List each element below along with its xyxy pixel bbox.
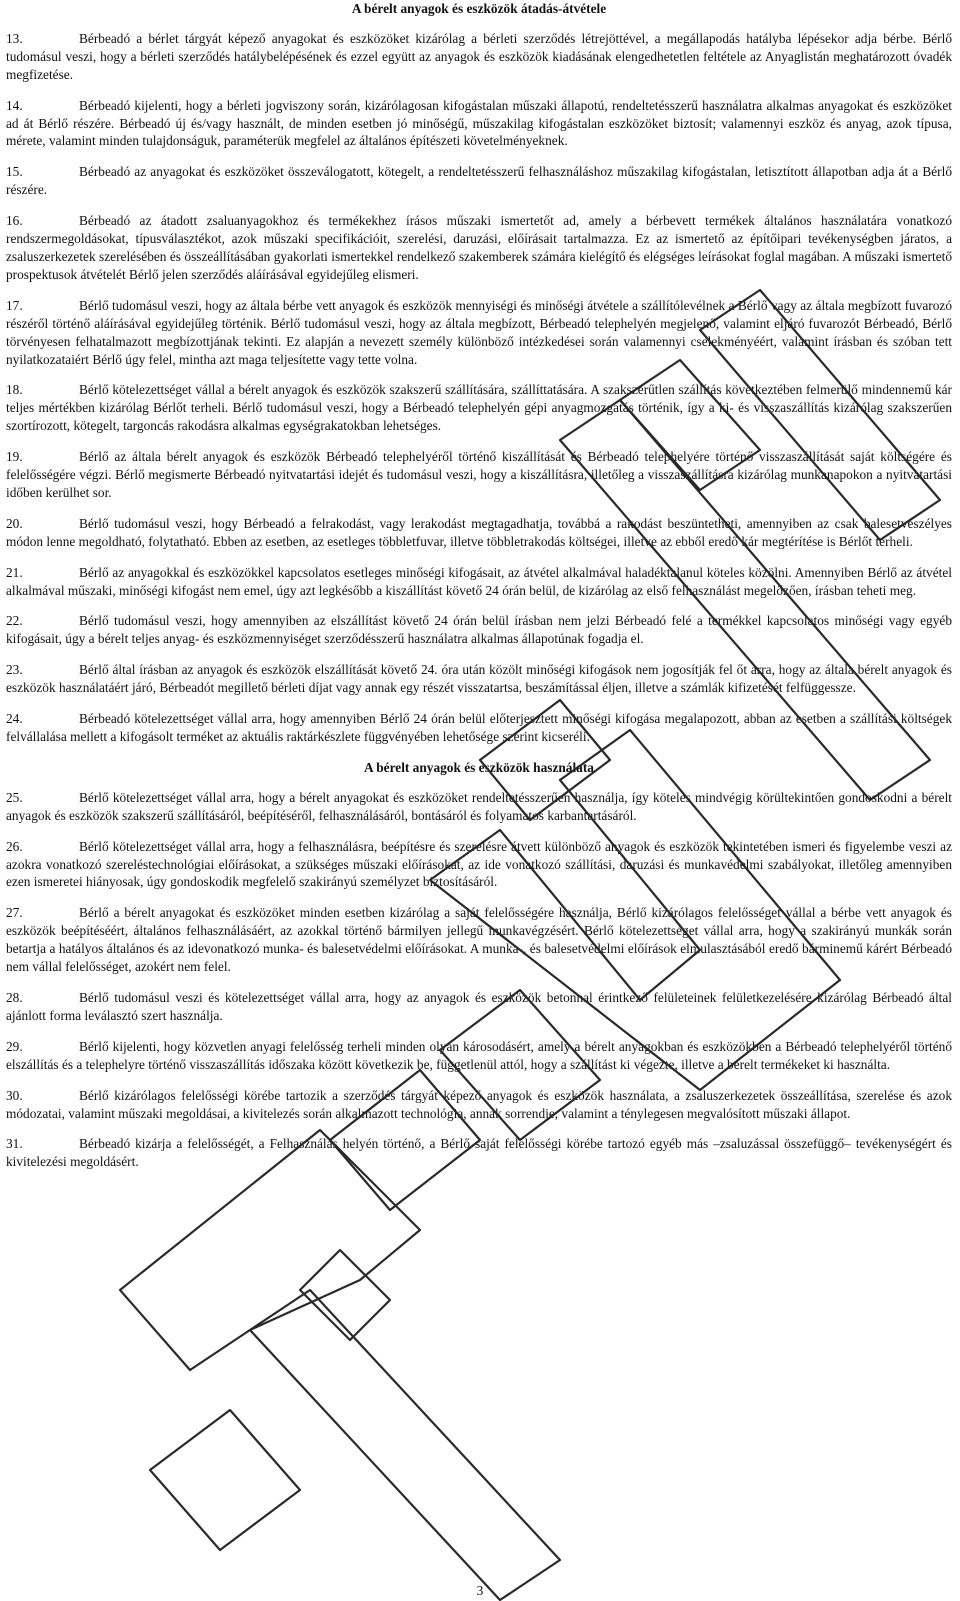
paragraph-text: Bérlő az anyagokkal és eszközökkel kapcsolatos esetleges minőségi kifogásait, az átvétel alkalmával haladéktalanul köteles közölni. Amennyiben Bérlő az átvétel alkalmával műszaki, minőségi kifogást nem emel, úgy azt legkésőbb a kiszállítást követő 24 órán belül, de kizárólag az első felhasználást megelőzően, írásban teheti meg. <box>6 564 952 598</box>
paragraph-text: Bérlő kötelezettséget vállal a bérelt anyagok és eszközök szakszerű szállítására, szállíttatására. A szakszerűtlen szállítás következtében felmerülő mindennemű kár teljes mértékben kizárólag Bérlőt terheli. Bérlő tudomásul veszi, hogy a Bérbeadó telephelyén gépi anyagmozgatás történik, így a ki- és visszaszállítás kizárólag szakszerűen szortírozott, kötegelt, targoncás rakodásra alkalmas egységrakatokban lehetséges. <box>6 382 952 434</box>
watermark-stroke <box>300 1250 390 1340</box>
contract-paragraph <box>6 989 952 1025</box>
paragraph-number: 17. <box>6 297 23 313</box>
paragraph-number: 29. <box>6 1038 23 1054</box>
paragraph-number: 26. <box>6 838 23 854</box>
contract-paragraph <box>6 564 952 600</box>
section-heading-handover: A bérelt anyagok és eszközök átadás-átvétele <box>351 1 607 16</box>
paragraph-number: 28. <box>6 989 23 1005</box>
paragraph-text: Bérlő tudomásul veszi és kötelezettséget vállal arra, hogy az anyagok és eszközök betonnal érintkező felületeinek felületkezelésére kizárólag Bérbeadó által ajánlott forma leválasztó szert használja. <box>6 989 952 1023</box>
watermark-stroke <box>250 1290 560 1600</box>
paragraph-number: 25. <box>6 789 23 805</box>
paragraph-text: Bérbeadó az anyagokat és eszközöket összeválogatott, kötegelt, a rendeltetésszerű felhasználáshoz műszakilag kifogástalan, letisztított állapotban adja át a Bérlő részére. <box>6 164 952 198</box>
paragraph-text: Bérlő által írásban az anyagok és eszközök elszállítását követő 24. óra után közölt minőségi kifogások nem jogosítják fel őt arra, hogy az általa bérelt anyagok és eszközök használatáért járó, Bérbeadót megillető bérleti díjat vagy annak egy részét visszatartsa, beszámítással éljen, illetve a számlák kifizetését felfüggessze. <box>6 662 952 696</box>
paragraph-list-usage <box>6 789 952 1171</box>
contract-paragraph <box>6 1087 952 1123</box>
paragraph-text: Bérlő tudomásul veszi, hogy amennyiben az elszállítást követő 24 órán belül írásban nem jelzi Bérbeadó felé a termékkel kapcsolatos minőségi vagy egyéb kifogásait, úgy a bérelt teljes anyag- és eszközmennyiséget szerződésszerű használatra alkalmas állapotúnak fogadja el. <box>6 613 952 647</box>
contract-paragraph <box>6 838 952 892</box>
contract-paragraph <box>6 515 952 551</box>
paragraph-text: Bérlő kizárólagos felelősségi körébe tartozik a szerződés tárgyát képező anyagok és eszközök használata, a zsaluszerkezetek összeállítása, szerelése és azok módozatai, valamint műszaki megoldásai, a kivitelezés során alkalmazott technológia, annak sorrendje, valamint a ténylegesen megvalósított műszaki állapot. <box>6 1087 952 1121</box>
paragraph-text: Bérlő kötelezettséget vállal arra, hogy a bérelt anyagokat és eszközöket rendeltetésszerűen használja, így köteles mindvégig körültekintően gondoskodni a bérelt anyagok és eszközök szakszerű szállításáról, beépítéséről, felhasználásáról, bontásáról és folyamatos karbantartásáról. <box>6 789 952 823</box>
paragraph-number: 27. <box>6 905 23 921</box>
contract-paragraph <box>6 97 952 151</box>
paragraph-list-handover <box>6 30 952 746</box>
section-heading-usage: A bérelt anyagok és eszközök használata <box>364 759 594 775</box>
contract-paragraph <box>6 904 952 976</box>
contract-paragraph <box>6 612 952 648</box>
contract-paragraph <box>6 297 952 369</box>
contract-paragraph <box>6 163 952 199</box>
paragraph-number: 15. <box>6 164 23 180</box>
contract-paragraph <box>6 710 952 746</box>
paragraph-number: 18. <box>6 382 23 398</box>
paragraph-number: 16. <box>6 213 23 229</box>
paragraph-text: Bérbeadó kizárja a felelősségét, a Felhasználás helyén történő, a Bérlő saját felelősségi körébe tartozó egyéb más –zsaluzással összefüggő– tevékenységért és kivitelezési megoldásért. <box>6 1136 952 1170</box>
paragraph-text: Bérlő kijelenti, hogy közvetlen anyagi felelősség terheli minden olyan károsodásért, amely a bérelt anyagokban és eszközökben a Bérbeadó telephelyéről történő elszállítás és a telephelyre történő visszaszállítás időszaka között következik be, függetlenül attól, hogy a szállítást ki végezte, illetve a bérelt termékeket ki használta. <box>6 1038 952 1072</box>
contract-paragraph <box>6 1135 952 1171</box>
watermark-stroke <box>150 1410 300 1550</box>
paragraph-text: Bérbeadó a bérlet tárgyát képező anyagokat és eszközöket kizárólag a bérleti szerződés létrejöttével, a megállapodás hatályba lépésekor adja bérbe. Bérlő tudomásul veszi, hogy a bérleti szerződés hatálybelépésének és ezzel együtt az anyagok és eszközök kiadásának elengedhetetlen feltétele az Anyaglistán meghatározott óvadék megfizetése. <box>6 30 952 82</box>
contract-paragraph <box>6 212 952 284</box>
paragraph-text: Bérbeadó kötelezettséget vállal arra, hogy amennyiben Bérlő 24 órán belül előterjesztett minőségi kifogása megalapozott, abban az esetben a szállítási költségek felvállalása mellett a kifogásolt terméket az aktuális raktárkészlete függvényében lehetősége szerint kicseréli. <box>6 711 952 744</box>
contract-paragraph <box>6 789 952 825</box>
paragraph-number: 23. <box>6 662 23 678</box>
contract-paragraph <box>6 661 952 697</box>
paragraph-text: Bérlő kötelezettséget vállal arra, hogy a felhasználásra, beépítésre és szerelésre átvett különböző anyagok és eszközök tekintetében ismeri és figyelembe veszi az azokra vonatkozó szereléstechnológiai előírásokat, a szükséges műszaki előírásokat, az ide vonatkozó szállítási, daruzási és munkavédelmi szabályokat, illetőleg amennyiben ezen ismeretei hiányosak, úgy gondoskodik megfelelő szakirányú személyzet biztosításáról. <box>6 838 952 890</box>
paragraph-number: 31. <box>6 1136 23 1152</box>
paragraph-number: 21. <box>6 564 23 580</box>
page-number: 3 <box>476 1583 484 1598</box>
paragraph-text: Bérbeadó kijelenti, hogy a bérleti jogviszony során, kizárólagosan kifogástalan műszaki állapotú, rendeltetésszerű használatra alkalmas anyagokat és eszközöket ad át Bérlő részére. Bérbeadó új és/vagy használt, de minden esetben jó minőségű, műszakilag kifogástalan eszközöket biztosít; valamennyi eszköz és anyag, azok típusa, mérete, valamint minden tulajdonságuk, paraméterük megfelel az általános építészeti követelményeknek. <box>6 97 952 149</box>
paragraph-number: 13. <box>6 30 23 46</box>
paragraph-number: 24. <box>6 711 23 727</box>
contract-paragraph <box>6 1038 952 1074</box>
paragraph-text: Bérlő tudomásul veszi, hogy az általa bérbe vett anyagok és eszközök mennyiségi és minőségi átvétele a szállítólevélnek a Bérlő vagy az általa megbízott fuvarozó részéről történő aláírásával egyidejűleg történik. Bérlő tudomásul veszi, hogy az általa megbízott, Bérbeadó telephelyén megjelenő, valamint eljáró fuvarozót Bérbeadó, Bérlő törvényesen felhatalmazott megbízottjának tekinti. Ez alapján a nevezett személy különböző intézkedései során valamennyi cselekményéért, valamint írásban és szóban tett nyilatkozataiért Bérlő úgy felel, mintha azt maga teljesítette vagy tette volna. <box>6 297 952 367</box>
paragraph-text: Bérlő a bérelt anyagokat és eszközöket minden esetben kizárólag a saját felelősségére használja, Bérlő kizárólagos felelősséget vállal a bérbe vett anyagok és eszközök beépítéséért, általános felhasználásáért, az azokkal történő bármilyen jellegű munkavégzésért. Bérlő kötelezettséget vállal arra, hogy a szakirányú munkák során betartja a hatályos általános és az idevonatkozó munka- és balesetvédelmi előírásokat. A munka-, és balesetvédelmi előírások elmulasztásából eredő bárminemű kárért Bérbeadó nem vállal felelősséget, azokért nem felel. <box>6 905 952 975</box>
contract-paragraph <box>6 30 952 84</box>
paragraph-text: Bérlő tudomásul veszi, hogy Bérbeadó a felrakodást, vagy lerakodást megtagadhatja, továbbá a rakodást beszüntetheti, amennyiben az csak balesetveszélyes módon lenne megoldható, folytatható. Ebben az esetben, az esetleges többletfuvar, illetve többletrakodás költségei, illetve az ebből eredő kár megtérítése is Bérlőt terheli. <box>6 515 952 549</box>
contract-paragraph <box>6 448 952 502</box>
contract-paragraph <box>6 381 952 435</box>
paragraph-number: 19. <box>6 449 23 465</box>
paragraph-number: 30. <box>6 1087 23 1103</box>
paragraph-text: Bérbeadó az átadott zsaluanyagokhoz és termékekhez írásos műszaki ismertetőt ad, amely a bérbevett termékek általános használatára vonatkozó rendszermegoldásokat, típusválasztékot, azok műszaki specifikációit, szerelési, daruzási, előírásait tartalmazza. Ez az ismertető az építőipari tevékenységben járatos, a zsaluszerkezetek szerelésében és összeállításában gyakorlati ismertekkel rendelkező szakemberek számára kielégítő és elégséges leírásokat foglal magában. A műszaki ismertető prospektusok átvételét Bérlő jelen szerződés aláírásával egyidejűleg elismeri. <box>6 213 952 282</box>
paragraph-number: 20. <box>6 515 23 531</box>
paragraph-number: 14. <box>6 97 23 113</box>
paragraph-text: Bérlő az általa bérelt anyagok és eszközök Bérbeadó telephelyéről történő kiszállítását és Bérbeadó telephelyére történő visszaszállítását saját költségére és felelősségére végzi. Bérlő megismerte Bérbeadó nyitvatartási idejét és tudomásul veszi, hogy a kiszállításra, illetőleg a visszaszállításra kizárólag munkanapokon a nyitvatartási időben kerülhet sor. <box>6 449 952 500</box>
paragraph-number: 22. <box>6 613 23 629</box>
